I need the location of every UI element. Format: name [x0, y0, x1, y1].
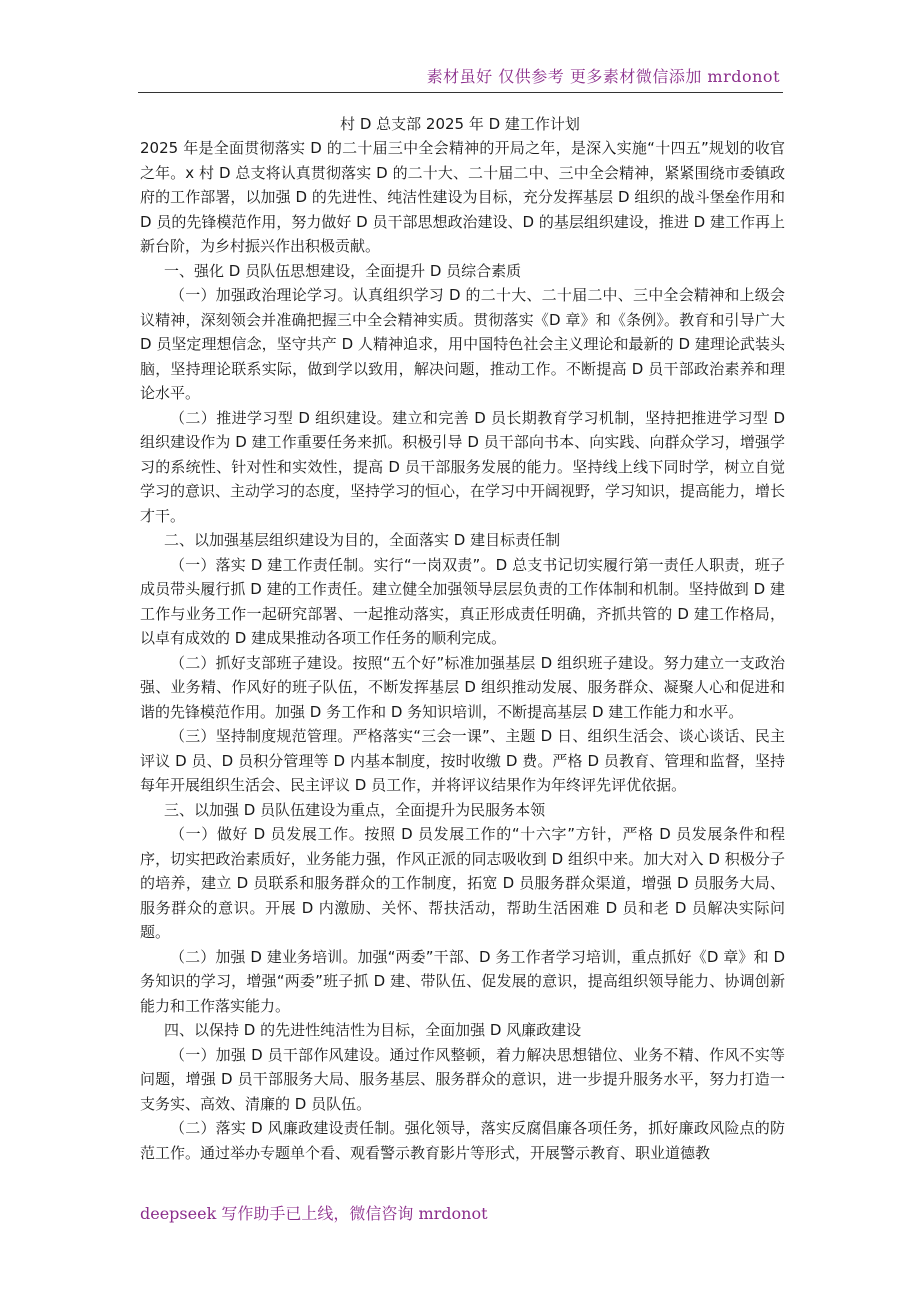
- section-heading-2: 二、以加强基层组织建设为目的，全面落实 D 建目标责任制: [164, 531, 561, 549]
- document-body: [140, 136, 785, 1165]
- header-divider: [138, 92, 783, 93]
- paragraph-2-2: （二）抓好支部班子建设。按照“五个好”标准加强基层 D 组织班子建设。努力建立一支政治强、业务精、作风好的班子队伍，不断发挥基层 D 组织推动发展、服务群众、凝聚人心和促进和谐的先锋模范作用。加强 D 务工作和 D 务知识培训，不断提高基层 D 建工作能力和水平。: [140, 653, 785, 721]
- paragraph-3-2: （二）加强 D 建业务培训。加强“两委”干部、D 务工作者学习培训，重点抓好《D 章》和 D 务知识的学习，增强“两委”班子抓 D 建、带队伍、促发展的意识，提高组织领导能力、协调创新能力和工作落实能力。: [140, 947, 785, 1015]
- footer-banner: deepseek 写作助手已上线，微信咨询 mrdonot: [140, 1204, 488, 1223]
- paragraph-4-2: （二）落实 D 风廉政建设责任制。强化领导，落实反腐倡廉各项任务，抓好廉政风险点的防范工作。通过举办专题单个看、观看警示教育影片等形式，开展警示教育、职业道德教: [140, 1119, 785, 1162]
- paragraph-intro: 2025 年是全面贯彻落实 D 的二十届三中全会精神的开局之年，是深入实施“十四五”规划的收官之年。x 村 D 总支将认真贯彻落实 D 的二十大、二十届二中、三中全会精神，紧紧围绕市委镇政府的工作部署，以加强 D 的先进性、纯洁性建设为目标，充分发挥基层 D 组织的战斗堡垒作用和 D 员的先锋模范作用，努力做好 D 员干部思想政治建设、D 的基层组织建设，推进 D 建工作再上新台阶，为乡村振兴作出积极贡献。: [140, 139, 785, 255]
- header-banner: 素材虽好 仅供参考 更多素材微信添加 mrdonot: [426, 67, 780, 86]
- section-heading-3: 三、以加强 D 员队伍建设为重点，全面提升为民服务本领: [164, 800, 546, 819]
- paragraph-1-2: （二）推进学习型 D 组织建设。建立和完善 D 员长期教育学习机制，坚持把推进学习型 D 组织建设作为 D 建工作重要任务来抓。积极引导 D 员干部向书本、向实践、向群众学习，增强学习的系统性、针对性和实效性，提高 D 员干部服务发展的能力。坚持线上线下同时学，树立自觉学习的意识、主动学习的态度，坚持学习的恒心，在学习中开阔视野，学习知识，提高能力，增长才干。: [140, 408, 786, 525]
- paragraph-2-3: （三）坚持制度规范管理。严格落实“三会一课”、主题 D 日、组织生活会、谈心谈话、民主评议 D 员、D 员积分管理等 D 内基本制度，按时收缴 D 费。严格 D 员教育、管理和监督，坚持每年开展组织生活会、民主评议 D 员工作，并将评议结果作为年终评先评优依据。: [140, 727, 785, 794]
- section-heading-4: 四、以保持 D 的先进性纯洁性为目标，全面加强 D 风廉政建设: [164, 1021, 582, 1039]
- paragraph-4-1: （一）加强 D 员干部作风建设。通过作风整顿，着力解决思想错位、业务不精、作风不实等问题，增强 D 员干部服务大局、服务基层、服务群众的意识，进一步提升服务水平，努力打造一支务实、高效、清廉的 D 员队伍。: [140, 1045, 785, 1113]
- section-heading-1: 一、强化 D 员队伍思想建设，全面提升 D 员综合素质: [164, 261, 522, 280]
- paragraph-1-1: （一）加强政治理论学习。认真组织学习 D 的二十大、二十届二中、三中全会精神和上级会议精神，深刻领会并准确把握三中全会精神实质。贯彻落实《D 章》和《条例》。教育和引导广大 D 员坚定理想信念，坚守共产 D 人精神追求，用中国特色社会主义理论和最新的 D 建理论武装头脑，坚持理论联系实际，做到学以致用，解决问题，推动工作。不断提高 D 员干部政治素养和理论水平。: [140, 286, 785, 402]
- paragraph-2-1: （一）落实 D 建工作责任制。实行“一岗双责”。D 总支书记切实履行第一责任人职责，班子成员带头履行抓 D 建的工作责任。建立健全加强领导层层负责的工作体制和机制。坚持做到 D 建工作与业务工作一起研究部署、一起推动落实，真正形成责任明确，齐抓共管的 D 建工作格局，以卓有成效的 D 建成果推动各项工作任务的顺利完成。: [140, 555, 785, 647]
- document-title: 村 D 总支部 2025 年 D 建工作计划: [340, 115, 580, 133]
- paragraph-3-1: （一）做好 D 员发展工作。按照 D 员发展工作的“十六字”方针，严格 D 员发展条件和程序，切实把政治素质好，业务能力强，作风正派的同志吸收到 D 组织中来。加大对入 D 积极分子的培养，建立 D 员联系和服务群众的工作制度，拓宽 D 员服务群众渠道，增强 D 员服务大局、服务群众的意识。开展 D 内激励、关怀、帮扶活动，帮助生活困难 D 员和老 D 员解决实际问题。: [140, 825, 785, 941]
